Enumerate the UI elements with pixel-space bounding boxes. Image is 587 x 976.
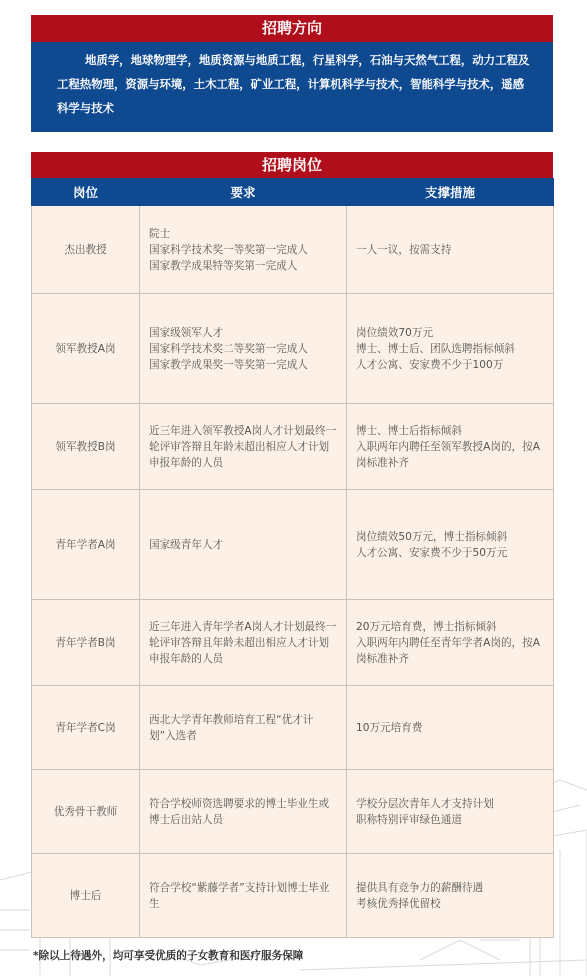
recruitment-direction-panel: [31, 15, 553, 132]
cell-support: [347, 404, 554, 490]
cell-requirement: [140, 404, 347, 490]
direction-body: 地质学，地球物理学，地质资源与地质工程，行星科学，石油与天然气工程，动力工程及工程热物理，资源与环境，土木工程，矿业工程，计算机科学与技术，智能科学与技术，遥感科学与技术: [57, 53, 530, 115]
cell-support: [347, 490, 554, 600]
cell-support: [347, 854, 554, 938]
requirement-line: 国家科学技术奖一等奖第一完成人: [149, 243, 308, 256]
support-line: 博士、博士后指标倾斜: [356, 424, 462, 437]
requirement-line: 国家教学成果特等奖第一完成人: [149, 259, 298, 272]
requirement-line: 国家教学成果奖一等奖第一完成人: [149, 358, 308, 371]
support-line: 人才公寓、安家费不少于100万: [356, 358, 504, 371]
cell-requirement: [140, 600, 347, 686]
requirement-line: 西北大学青年教师培育工程“优才计划”入选者: [149, 713, 314, 742]
cell-requirement: [140, 854, 347, 938]
direction-title: 招聘方向: [31, 15, 553, 42]
cell-position: 杰出教授: [32, 206, 140, 294]
cell-position: 领军教授B岗: [32, 404, 140, 490]
table-row: [32, 206, 554, 294]
support-line: 学校分层次青年人才支持计划: [356, 797, 494, 810]
cell-position: 青年学者C岗: [32, 686, 140, 770]
support-line: 岗位绩效70万元: [356, 326, 434, 339]
cell-support: [347, 770, 554, 854]
cell-support: [347, 294, 554, 404]
support-line: 入职两年内聘任至青年学者A岗的，按A岗标准补齐: [356, 636, 540, 665]
support-line: 考核优秀择优留校: [356, 897, 441, 910]
cell-position: 青年学者B岗: [32, 600, 140, 686]
support-line: 人才公寓、安家费不少于50万元: [356, 546, 508, 559]
support-line: 博士、博士后、团队选聘指标倾斜: [356, 342, 515, 355]
table-header-row: [32, 179, 554, 206]
table-row: [32, 600, 554, 686]
table-row: [32, 854, 554, 938]
footnote: *除以上待遇外，均可享受优质的子女教育和医疗服务保障: [33, 950, 304, 962]
support-line: 岗位绩效50万元，博士指标倾斜: [356, 530, 508, 543]
requirement-line: 国家科学技术奖二等奖第一完成人: [149, 342, 308, 355]
cell-requirement: [140, 770, 347, 854]
support-line: 10万元培育费: [356, 721, 423, 734]
requirement-line: 近三年进入领军教授A岗人才计划最终一轮评审答辩且年龄未超出相应人才计划申报年龄的人员: [149, 424, 337, 469]
cell-position: 优秀骨干教师: [32, 770, 140, 854]
table-row: [32, 770, 554, 854]
support-line: 20万元培育费，博士指标倾斜: [356, 620, 497, 633]
cell-requirement: [140, 686, 347, 770]
table-row: [32, 294, 554, 404]
cell-support: [347, 600, 554, 686]
header-position: 岗位: [32, 179, 140, 206]
cell-position: 博士后: [32, 854, 140, 938]
cell-requirement: [140, 490, 347, 600]
cell-position: 青年学者A岗: [32, 490, 140, 600]
support-line: 职称特别评审绿色通道: [356, 813, 462, 826]
support-line: 入职两年内聘任至领军教授A岗的，按A岗标准补齐: [356, 440, 540, 469]
cell-support: [347, 686, 554, 770]
cell-requirement: [140, 294, 347, 404]
requirement-line: 符合学校“紫藤学者”支持计划博士毕业生: [149, 881, 330, 910]
cell-position: 领军教授A岗: [32, 294, 140, 404]
support-line: 一人一议，按需支持: [356, 243, 452, 256]
header-support: 支撑措施: [347, 179, 554, 206]
positions-title: 招聘岗位: [31, 152, 553, 178]
table-row: [32, 686, 554, 770]
support-line: 提供具有竞争力的薪酬待遇: [356, 881, 484, 894]
cell-requirement: [140, 206, 347, 294]
requirement-line: 国家级青年人才: [149, 538, 224, 551]
table-row: [32, 490, 554, 600]
requirement-line: 符合学校师资选聘要求的博士毕业生或博士后出站人员: [149, 797, 330, 826]
header-requirement: 要求: [140, 179, 347, 206]
requirement-line: 院士: [149, 227, 171, 240]
positions-table: [31, 178, 554, 938]
cell-support: [347, 206, 554, 294]
table-row: [32, 404, 554, 490]
requirement-line: 近三年进入青年学者A岗人才计划最终一轮评审答辩且年龄未超出相应人才计划申报年龄的人员: [149, 620, 337, 665]
requirement-line: 国家级领军人才: [149, 326, 224, 339]
